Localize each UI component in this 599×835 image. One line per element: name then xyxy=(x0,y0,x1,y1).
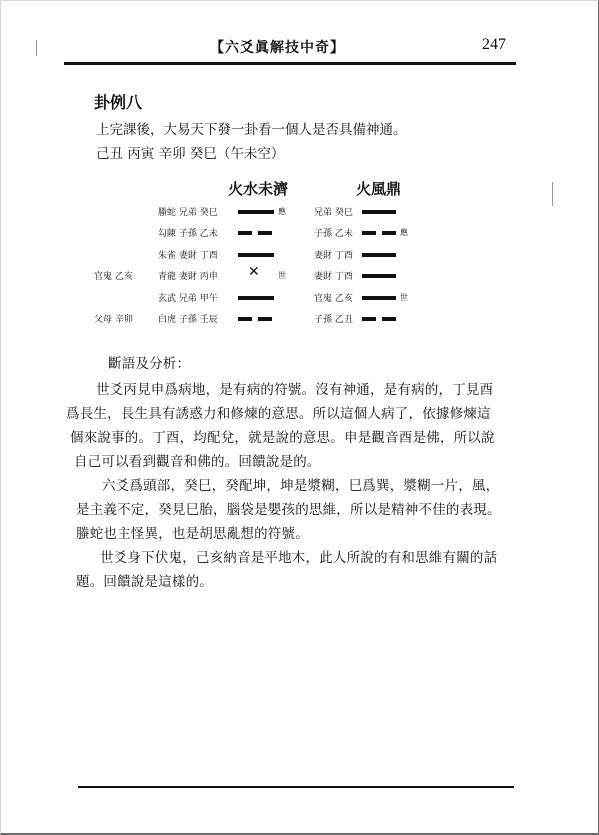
main-line-label: 玄武 兄弟 甲午 xyxy=(158,294,218,304)
changed-line-label: 官鬼 乙亥 xyxy=(314,294,353,304)
scan-mark xyxy=(552,182,553,206)
analysis-line: 是主義不定，癸見巳胎，腦袋是嬰孩的思維，所以是精神不佳的表現。 xyxy=(76,502,501,518)
scan-mark xyxy=(36,40,37,56)
yin-line xyxy=(238,317,272,321)
header-rule xyxy=(64,62,516,65)
changed-line-label: 妻財 丁酉 xyxy=(314,272,353,282)
main-line-label: 白虎 子孫 壬辰 xyxy=(158,315,218,325)
line-mark: 應 xyxy=(278,207,286,216)
main-line-label: 勾陳 子孫 乙未 xyxy=(158,229,218,239)
yang-line xyxy=(238,210,274,214)
footer-rule xyxy=(78,786,514,788)
example-heading: 卦例八 xyxy=(94,93,143,112)
hidden-line-label: 官鬼 乙亥 xyxy=(94,272,133,282)
date-line: 己丑 丙寅 辛卯 癸巳（午未空） xyxy=(96,146,285,162)
line-mark: 世 xyxy=(400,293,408,302)
moving-line-cross: ✕ xyxy=(248,264,260,280)
line-mark: 應 xyxy=(400,228,408,237)
changed-line-label: 妻財 丁酉 xyxy=(314,251,353,261)
yang-line xyxy=(238,253,274,257)
changed-line-label: 子孫 乙未 xyxy=(314,229,353,239)
yang-line xyxy=(362,296,396,300)
analysis-line: 世爻身下伏鬼，己亥納音是平地木，此人所說的有和思維有關的話 xyxy=(100,550,498,566)
yin-line xyxy=(362,317,396,321)
main-line-label: 青龍 妻財 丙申 xyxy=(158,272,218,282)
analysis-line: 自己可以看到觀音和佛的。回饋說是的。 xyxy=(74,454,321,470)
yang-line xyxy=(238,296,274,300)
changed-line-label: 子孫 乙丑 xyxy=(314,315,353,325)
analysis-line: 六爻爲頭部，癸巳，癸配坤，坤是漿糊，巳爲巽，漿糊一片，風， xyxy=(102,478,500,494)
yin-line xyxy=(362,231,396,235)
intro-line: 上完課後，大易天下發一卦看一個人是否具備神通。 xyxy=(96,122,407,138)
page-number: 247 xyxy=(482,36,506,53)
analysis-line: 爲長生，長生具有誘惑力和修煉的意思。所以這個人病了，依據修煉這 xyxy=(66,406,491,422)
analysis-line: 題。回饋說是這樣的。 xyxy=(76,574,213,590)
line-mark: 世 xyxy=(278,271,286,280)
main-line-label: 螣蛇 兄弟 癸巳 xyxy=(158,208,218,218)
yang-line xyxy=(362,253,396,257)
hidden-line-label: 父母 辛卯 xyxy=(94,315,133,325)
main-hexagram-title: 火水未濟 xyxy=(228,180,289,198)
main-line-label: 朱雀 妻財 丁酉 xyxy=(158,251,218,261)
yang-line xyxy=(362,210,396,214)
changed-line-label: 兄弟 癸巳 xyxy=(314,208,353,218)
analysis-line: 個來說事的。丁酉，均配兌，就是說的意思。申是觀音酉是佛，所以說 xyxy=(70,430,495,446)
running-header-title: 【六爻眞解技中奇】 xyxy=(210,40,345,56)
analysis-line: 螣蛇也主怪異，也是胡思亂想的符號。 xyxy=(76,526,309,542)
analysis-line: 世爻丙見申爲病地，是有病的符號。沒有神通，是有病的，丁見酉 xyxy=(96,382,494,398)
yang-line xyxy=(362,274,396,278)
analysis-heading: 斷語及分析： xyxy=(108,356,191,372)
yin-line xyxy=(238,231,272,235)
changed-hexagram-title: 火風鼎 xyxy=(356,180,402,198)
